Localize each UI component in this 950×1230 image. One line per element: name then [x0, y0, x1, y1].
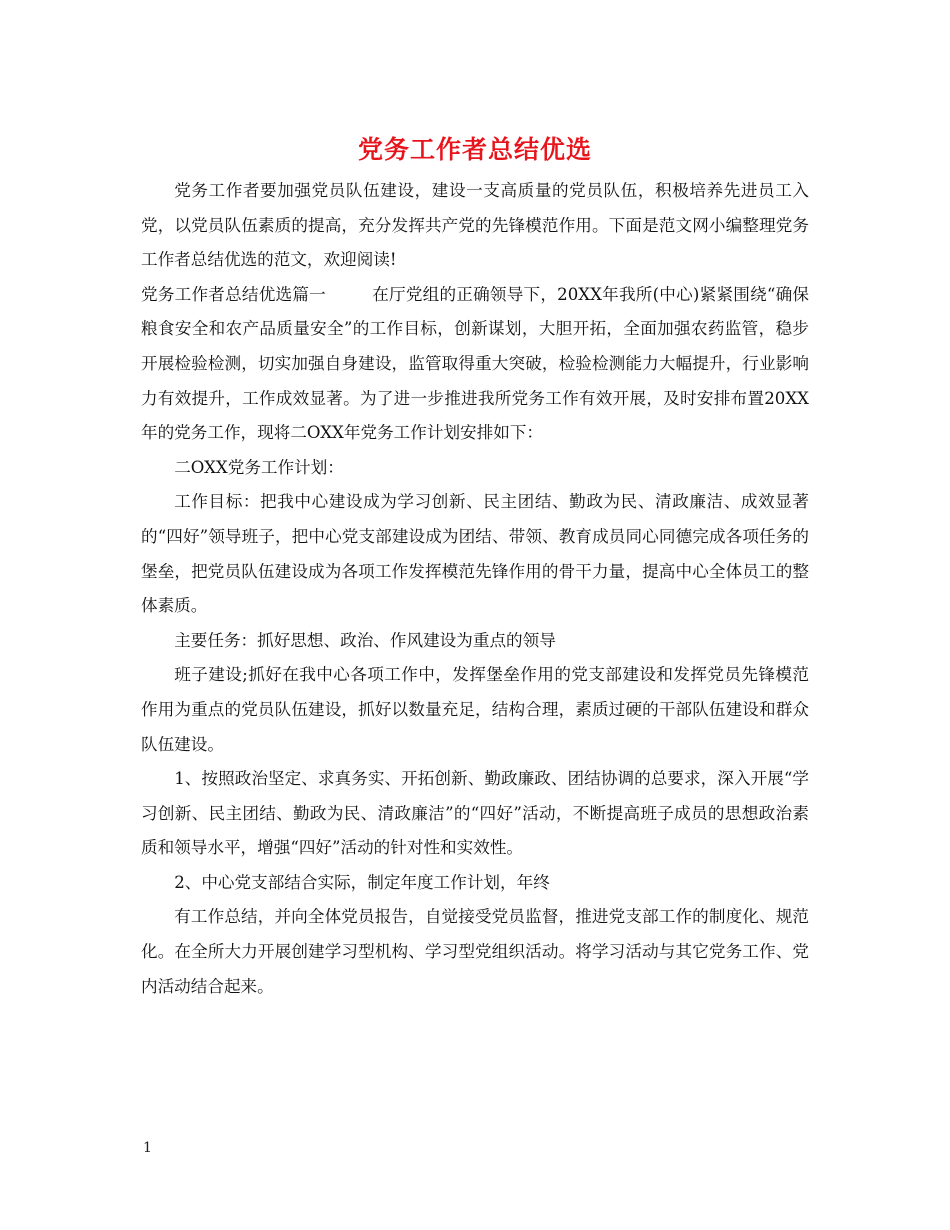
summary-paragraph: 有工作总结，并向全体党员报告，自觉接受党员监督，推进党支部工作的制度化、规范化。在全所大力开展创建学习型机构、学习型党组织活动。将学习活动与其它党务工作、党内活动结合起来。	[141, 907, 809, 996]
section-paragraph	[141, 278, 809, 451]
team-building-paragraph: 班子建设;抓好在我中心各项工作中，发挥堡垒作用的党支部建设和发挥党员先锋模范作用为重点的党员队伍建设，抓好以数量充足，结构合理，素质过硬的干部队伍建设和群众队伍建设。	[141, 665, 809, 754]
document-body	[141, 174, 809, 1004]
item-2-paragraph: 2、中心党支部结合实际，制定年度工作计划，年终	[174, 872, 550, 892]
page-number: 1	[143, 1140, 152, 1156]
work-goal-paragraph: 工作目标：把我中心建设成为学习创新、民主团结、勤政为民、清政廉洁、成效显著的“四好”领导班子，把中心党支部建设成为团结、带领、教育成员同心同德完成各项任务的堡垒，把党员队伍建设成为各项工作发挥模范先锋作用的骨干力量，提高中心全体员工的整体素质。	[141, 492, 809, 616]
main-task-paragraph: 主要任务：抓好思想、政治、作风建设为重点的领导	[174, 630, 556, 650]
section-text: 在厅党组的正确领导下，20XX年我所(中心)紧紧围绕“确保粮食安全和农产品质量安全”的工作目标，创新谋划，大胆开拓，全面加强农药监管，稳步开展检验检测，切实加强自身建设，监管取得重大突破，检验检测能力大幅提升，行业影响力有效提升，工作成效显著。为了进一步推进我所党务工作有效开展，及时安排布置20XX年的党务工作，现将二OXX年党务工作计划安排如下：	[141, 284, 810, 443]
intro-paragraph: 党务工作者要加强党员队伍建设，建设一支高质量的党员队伍，积极培养先进员工入党，以党员队伍素质的提高，充分发挥共产党的先锋模范作用。下面是范文网小编整理党务工作者总结优选的范文，欢迎阅读!	[141, 181, 809, 270]
section-heading: 党务工作者总结优选篇一	[141, 284, 326, 304]
plan-heading: 二OXX党务工作计划：	[174, 457, 344, 477]
document-title: 党务工作者总结优选	[357, 135, 592, 164]
item-1-paragraph: 1、按照政治坚定、求真务实、开拓创新、勤政廉政、团结协调的总要求，深入开展“学习创新、民主团结、勤政为民、清政廉洁”的“四好”活动，不断提高班子成员的思想政治素质和领导水平，增强“四好”活动的针对性和实效性。	[141, 769, 809, 858]
